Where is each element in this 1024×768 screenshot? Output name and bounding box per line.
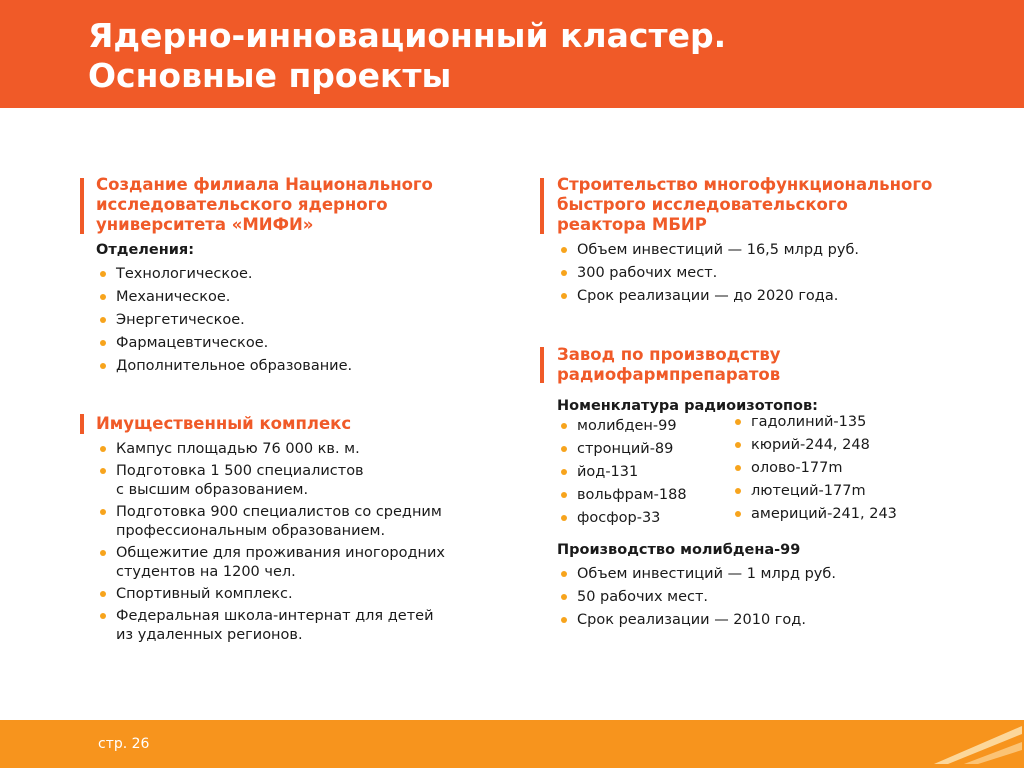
header-banner (0, 0, 1024, 108)
list-item: лютеций-177m (731, 482, 961, 501)
list-item: молибден-99 (557, 417, 727, 436)
arrow-logo-icon (914, 720, 1024, 768)
list-item: америций-241, 243 (731, 505, 961, 524)
list-item: 300 рабочих мест. (557, 264, 997, 283)
section-property-complex (96, 414, 496, 645)
section-marker-bar (540, 178, 544, 234)
isotopes-list-col-2 (731, 413, 961, 524)
molybdenum-subtitle: Производство молибдена-99 (557, 542, 801, 558)
page-title-line-1: Ядерно-инновационный кластер. (88, 16, 727, 55)
list-item: Общежитие для проживания иногородних студентов на 1200 чел. (96, 544, 496, 582)
section-subtitle: Отделения: (96, 242, 195, 258)
list-item: Подготовка 900 специалистов со средним профессиональным образованием. (96, 503, 496, 541)
section-title: Создание филиала Национального исследовательского ядерного университета «МИФИ» (96, 175, 433, 234)
section-title: Имущественный комплекс (96, 414, 352, 433)
section-marker-bar (80, 414, 84, 434)
list-item: Энергетическое. (96, 311, 496, 330)
section-radiopharm-plant (557, 345, 997, 630)
footer-bar (0, 720, 1024, 768)
isotopes-columns (557, 415, 997, 527)
page-title-line-2: Основные проекты (88, 56, 452, 95)
property-list (96, 440, 496, 645)
molybdenum-list (557, 565, 997, 630)
isotopes-subtitle: Номенклатура радиоизотопов: (557, 398, 818, 414)
list-item: Фармацевтическое. (96, 334, 496, 353)
section-title: Завод по производству радиофармпрепаратов (557, 345, 781, 384)
mbir-list (557, 241, 997, 306)
list-item: Дополнительное образование. (96, 357, 496, 376)
section-mifi-branch (96, 175, 496, 376)
section-mbir-reactor (557, 175, 997, 306)
list-item: Срок реализации — 2010 год. (557, 611, 997, 630)
list-item: Объем инвестиций — 16,5 млрд руб. (557, 241, 997, 260)
list-item: стронций-89 (557, 440, 727, 459)
list-item: фосфор-33 (557, 509, 727, 528)
list-item: кюрий-244, 248 (731, 436, 961, 455)
list-item: Объем инвестиций — 1 млрд руб. (557, 565, 997, 584)
page-title (88, 16, 726, 96)
list-item: Спортивный комплекс. (96, 585, 496, 604)
list-item: 50 рабочих мест. (557, 588, 997, 607)
page-number: стр. 26 (98, 736, 150, 752)
list-item: Кампус площадью 76 000 кв. м. (96, 440, 496, 459)
departments-list (96, 265, 496, 376)
section-title: Строительство многофункционального быстрого исследовательского реактора МБИР (557, 175, 933, 234)
section-marker-bar (540, 347, 544, 383)
list-item: йод-131 (557, 463, 727, 482)
section-marker-bar (80, 178, 84, 234)
list-item: Федеральная школа-интернат для детей из удаленных регионов. (96, 607, 496, 645)
list-item: Технологическое. (96, 265, 496, 284)
list-item: вольфрам-188 (557, 486, 727, 505)
list-item: олово-177m (731, 459, 961, 478)
list-item: гадолиний-135 (731, 413, 961, 432)
list-item: Подготовка 1 500 специалистов с высшим образованием. (96, 462, 496, 500)
list-item: Механическое. (96, 288, 496, 307)
list-item: Срок реализации — до 2020 года. (557, 287, 997, 306)
isotopes-list-col-1 (557, 417, 727, 528)
